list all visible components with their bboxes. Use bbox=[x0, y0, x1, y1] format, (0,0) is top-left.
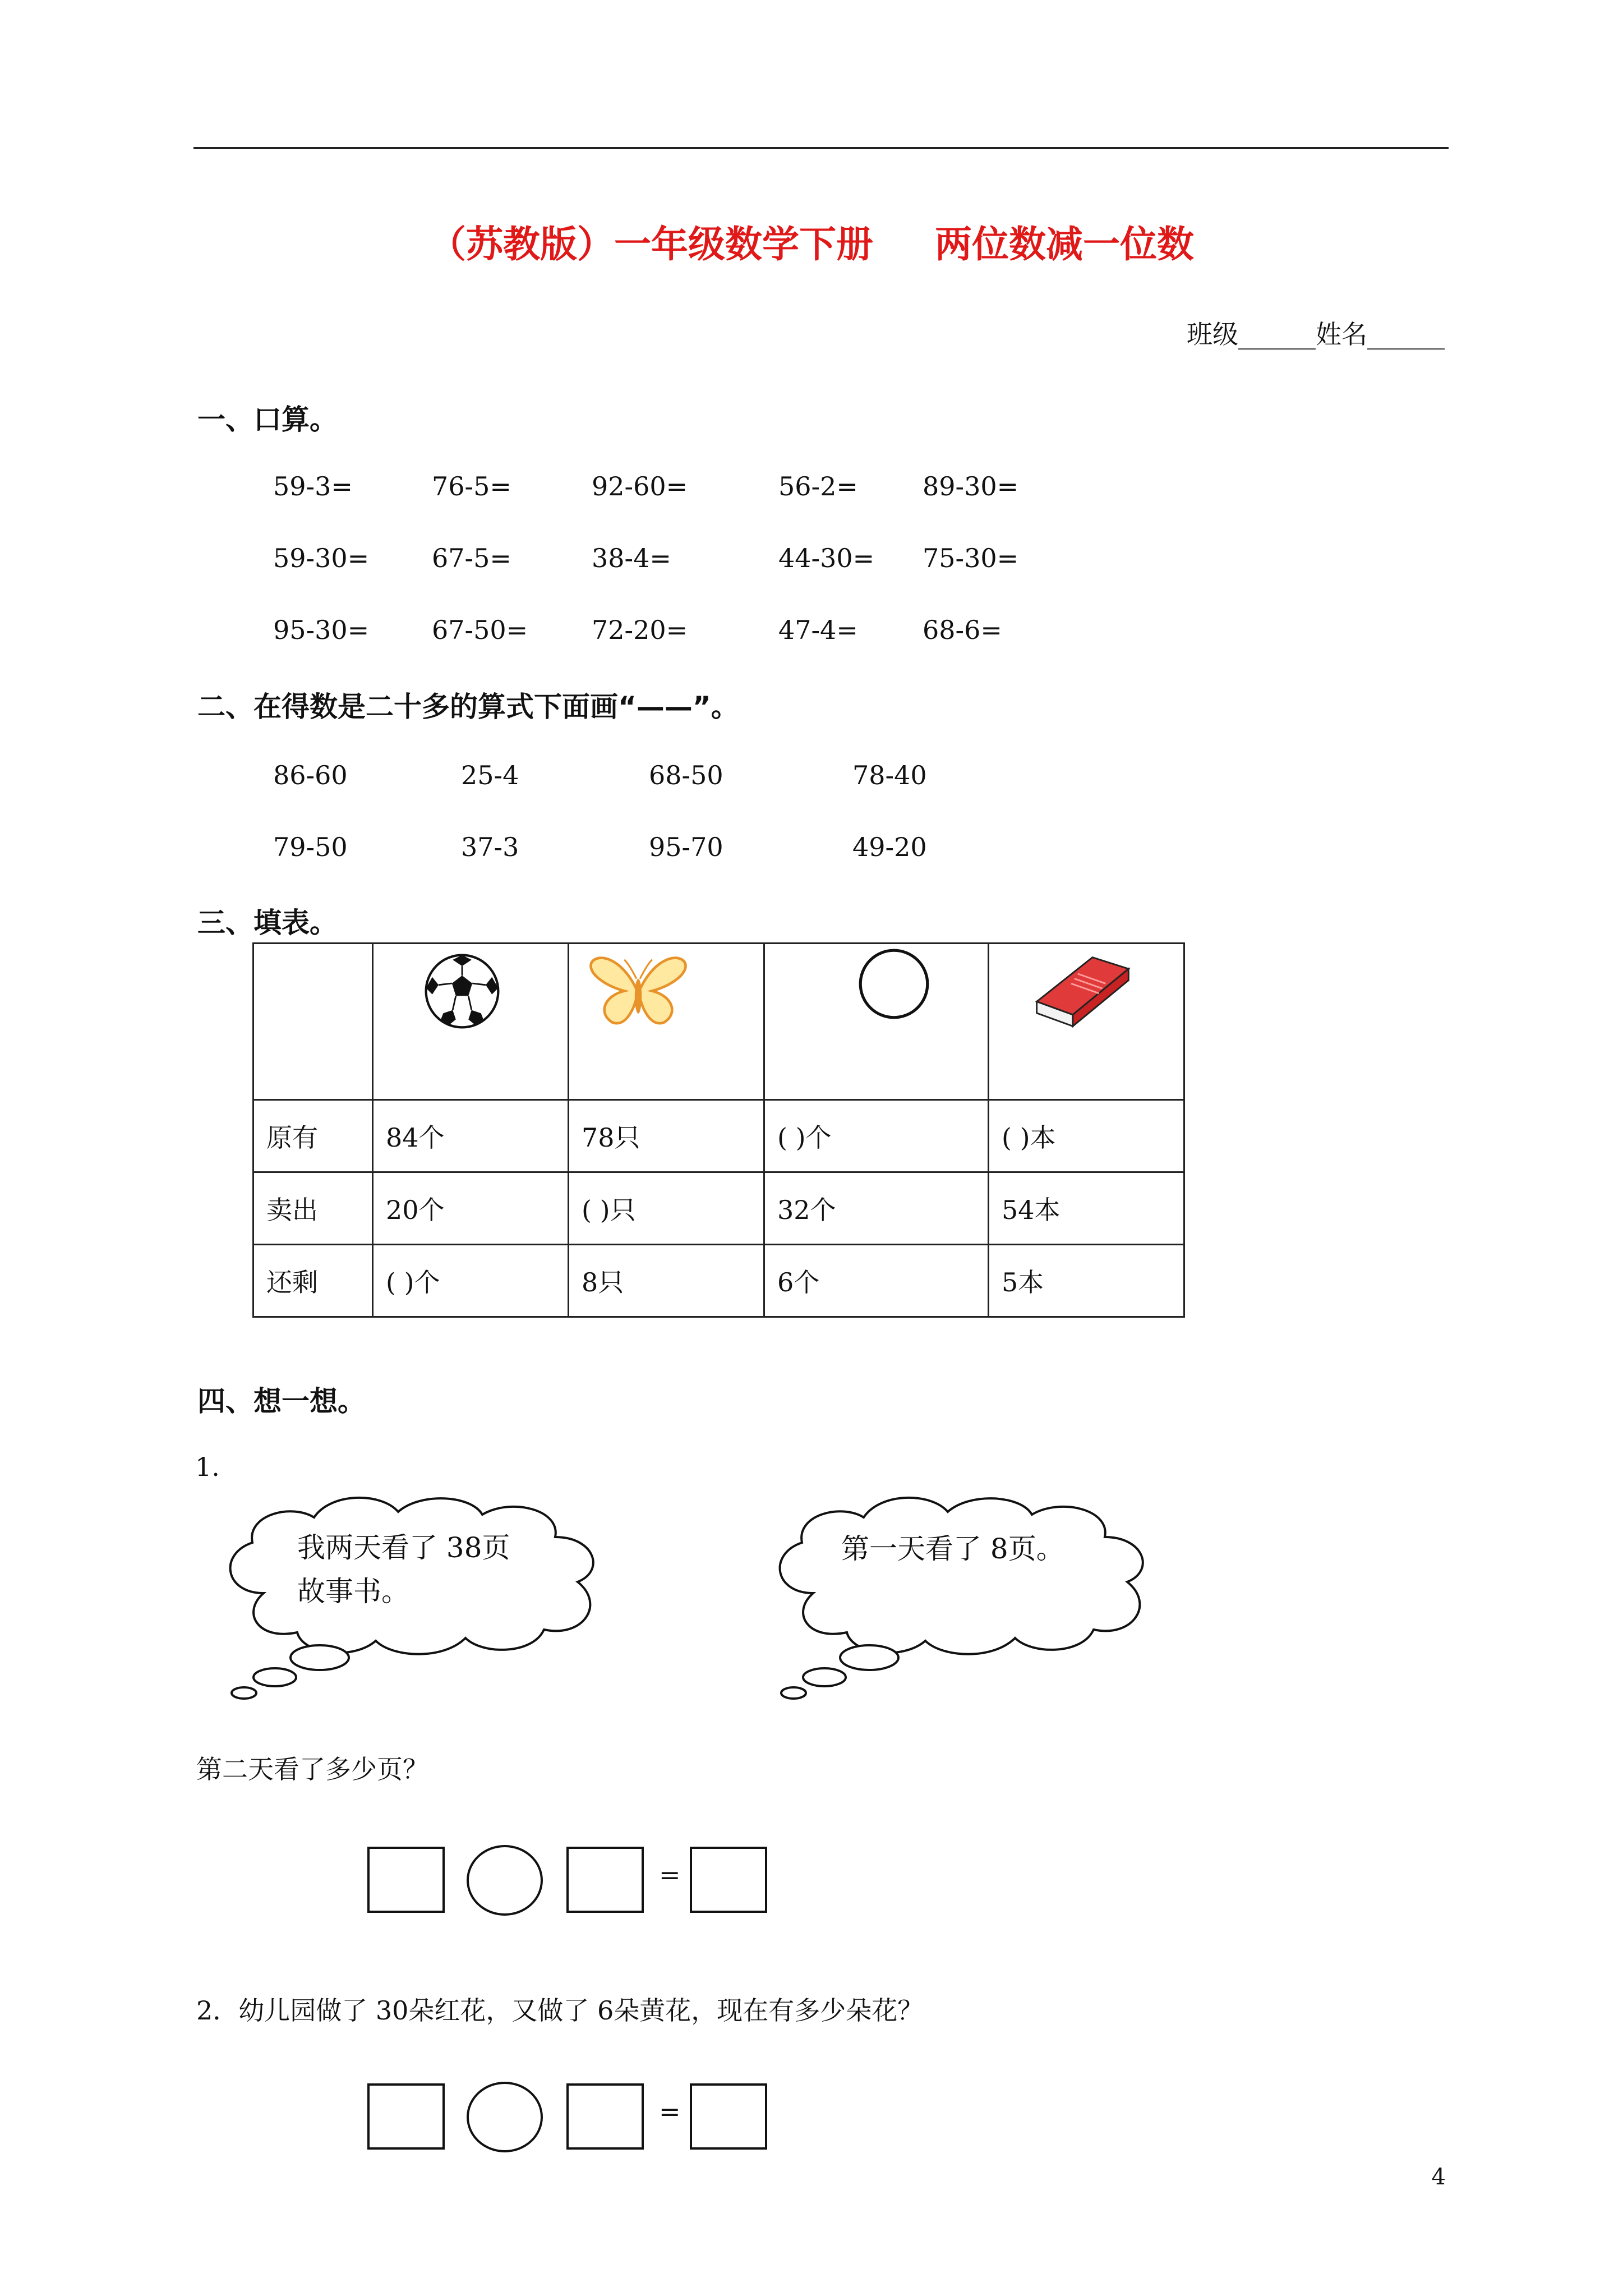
header-rule bbox=[193, 147, 1449, 149]
answer-box[interactable] bbox=[690, 1847, 767, 1913]
expression-item: 78-40 bbox=[852, 760, 927, 790]
table-cell: 84个 bbox=[373, 1100, 569, 1172]
fill-table bbox=[252, 942, 1185, 1318]
operator-circle[interactable] bbox=[467, 1845, 543, 1916]
question-2-text: 2．幼儿园做了 30朵红花，又做了 6朵黄花，现在有多少朵花？ bbox=[196, 1995, 924, 2026]
mental-math-item: 68-6= bbox=[923, 615, 1002, 645]
table-icon-cell bbox=[373, 944, 569, 1100]
page-title bbox=[0, 214, 1623, 268]
mental-math-item: 59-30= bbox=[273, 543, 370, 573]
circle-icon bbox=[857, 947, 930, 1020]
section1-heading: 一、口算。 bbox=[197, 403, 338, 436]
class-name-line: 班级______姓名______ bbox=[1187, 319, 1445, 349]
table-cell: 32个 bbox=[764, 1172, 989, 1245]
table-cell: 78只 bbox=[569, 1100, 764, 1172]
mental-math-item: 38-4= bbox=[592, 543, 671, 573]
answer-box[interactable] bbox=[566, 1847, 644, 1913]
answer-box[interactable] bbox=[367, 1847, 445, 1913]
mental-math-item: 47-4= bbox=[778, 615, 858, 645]
bubble-1-text bbox=[297, 1526, 510, 1613]
question-1-text: 第二天看了多少页？ bbox=[196, 1754, 428, 1784]
expression-item: 95-70 bbox=[649, 832, 723, 862]
expression-item: 25-4 bbox=[461, 760, 519, 790]
butterfly-icon bbox=[586, 951, 690, 1029]
table-row bbox=[253, 1172, 1184, 1245]
table-cell: 20个 bbox=[373, 1172, 569, 1245]
answer-box[interactable] bbox=[566, 2083, 644, 2150]
soccer-ball-icon bbox=[423, 952, 501, 1030]
bubble-2-text: 第一天看了 8页。 bbox=[841, 1533, 1064, 1565]
table-icon-cell bbox=[569, 944, 764, 1100]
table-row bbox=[253, 1100, 1184, 1172]
table-cell: ( )个 bbox=[373, 1245, 569, 1317]
mental-math-item: 95-30= bbox=[273, 615, 370, 645]
question-number: 1. bbox=[195, 1452, 220, 1482]
table-cell: 5本 bbox=[989, 1245, 1184, 1317]
thought-bubble-2-icon bbox=[763, 1481, 1206, 1705]
table-corner-cell bbox=[253, 944, 373, 1100]
table-icon-cell bbox=[764, 944, 989, 1100]
answer-box[interactable] bbox=[690, 2083, 767, 2150]
bubble-1-line1: 我两天看了 38页 bbox=[297, 1531, 510, 1564]
row-label: 卖出 bbox=[253, 1172, 373, 1245]
section3-heading: 三、填表。 bbox=[197, 907, 338, 939]
table-cell: 6个 bbox=[764, 1245, 989, 1317]
row-label: 还剩 bbox=[253, 1245, 373, 1317]
answer-box[interactable] bbox=[367, 2083, 445, 2150]
mental-math-item: 67-50= bbox=[432, 615, 528, 645]
expression-item: 68-50 bbox=[649, 760, 723, 790]
mental-math-item: 92-60= bbox=[592, 471, 688, 501]
table-row bbox=[253, 1245, 1184, 1317]
mental-math-item: 44-30= bbox=[778, 543, 875, 573]
section2-heading: 二、在得数是二十多的算式下面画“——”。 bbox=[197, 691, 739, 723]
table-cell: ( )本 bbox=[989, 1100, 1184, 1172]
mental-math-item: 67-5= bbox=[432, 543, 511, 573]
mental-math-item: 89-30= bbox=[923, 471, 1019, 501]
mental-math-item: 59-3= bbox=[273, 471, 353, 501]
row-label: 原有 bbox=[253, 1100, 373, 1172]
mental-math-item: 76-5= bbox=[432, 471, 511, 501]
expression-item: 49-20 bbox=[852, 832, 927, 862]
bubble-1-line2: 故事书。 bbox=[297, 1575, 409, 1608]
expression-item: 79-50 bbox=[273, 832, 348, 862]
mental-math-item: 72-20= bbox=[592, 615, 688, 645]
table-cell: ( )只 bbox=[569, 1172, 764, 1245]
page-number: 4 bbox=[1431, 2164, 1446, 2190]
mental-math-item: 56-2= bbox=[778, 471, 858, 501]
table-row bbox=[253, 944, 1184, 1100]
table-cell: 54本 bbox=[989, 1172, 1184, 1245]
table-cell: 8只 bbox=[569, 1245, 764, 1317]
section4-heading: 四、想一想。 bbox=[197, 1385, 366, 1418]
operator-circle[interactable] bbox=[467, 2082, 543, 2152]
table-icon-cell bbox=[989, 944, 1184, 1100]
equals-sign: = bbox=[659, 1860, 681, 1890]
title-right: 两位数减一位数 bbox=[935, 223, 1194, 266]
expression-item: 86-60 bbox=[273, 760, 348, 790]
equals-sign: = bbox=[659, 2096, 681, 2127]
mental-math-item: 75-30= bbox=[923, 543, 1019, 573]
expression-item: 37-3 bbox=[461, 832, 519, 862]
title-left: （苏教版）一年级数学下册 bbox=[429, 223, 873, 266]
table-cell: ( )个 bbox=[764, 1100, 989, 1172]
book-icon bbox=[1029, 950, 1135, 1034]
